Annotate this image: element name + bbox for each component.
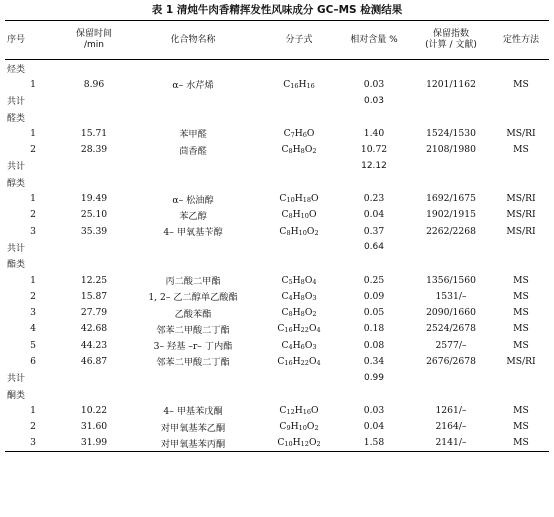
- formula-subscript: 10: [298, 424, 307, 433]
- table-caption: 表 1 清炖牛肉香精挥发性风味成分 GC–MS 检测结果: [151, 4, 403, 16]
- cell-method: MS: [513, 421, 529, 433]
- table-row: [5, 207, 549, 223]
- cell-index: 1: [30, 274, 36, 286]
- formula-subscript: 16: [302, 407, 312, 416]
- table-header: [5, 21, 549, 60]
- formula-element: O: [311, 193, 319, 205]
- formula-subscript: 9: [286, 424, 291, 433]
- formula-element: C: [277, 323, 285, 335]
- formula-subscript: 2: [312, 310, 317, 319]
- formula-subscript: 16: [284, 358, 293, 367]
- cell-method: MS/RI: [506, 209, 536, 221]
- cell-relative-content: 10.72: [360, 144, 388, 156]
- formula-subscript: 8: [300, 147, 305, 156]
- cell-compound-name: 苯甲醛: [179, 129, 207, 141]
- group-label: 醇类: [7, 178, 26, 189]
- cell-method: MS: [513, 78, 529, 90]
- formula-element: H: [292, 339, 301, 351]
- group-label: 醛类: [7, 113, 26, 124]
- formula-element: C: [281, 290, 289, 302]
- cell-method: MS: [513, 404, 529, 416]
- header-index: 序号: [5, 21, 61, 60]
- formula-element: O: [306, 225, 315, 237]
- cell-retention-time: 28.39: [80, 144, 108, 156]
- cell-formula: [259, 288, 339, 304]
- cell-retention-index: 1261/–: [435, 404, 467, 416]
- cell-compound-name: 4– 甲基苯戊酮: [163, 406, 223, 418]
- cell-retention-index: 2108/1980: [426, 144, 476, 156]
- formula-subscript: 3: [312, 293, 317, 302]
- header-method: 定性方法: [493, 21, 549, 60]
- cell-retention-time: 31.60: [80, 421, 108, 433]
- formula-element: H: [294, 193, 303, 205]
- formula-element: H: [292, 144, 301, 156]
- formula-element: O: [304, 274, 313, 286]
- formula-element: C: [279, 404, 287, 416]
- table-row: [5, 402, 549, 418]
- cell-retention-time: 44.23: [80, 339, 108, 351]
- formula-subscript: 2: [316, 440, 321, 449]
- cell-compound-name: 苯乙醇: [179, 210, 207, 222]
- formula-element: H: [294, 127, 303, 139]
- header-relative-content: 相对含量 %: [339, 21, 409, 60]
- formula-subscript: 10: [300, 212, 309, 221]
- cell-formula: [259, 402, 339, 418]
- cell-relative-content: 0.04: [363, 209, 385, 221]
- cell-retention-index: 2141/–: [409, 435, 493, 452]
- group-total-row: [5, 93, 549, 109]
- cell-formula: [259, 435, 339, 452]
- cell-index: 1: [30, 404, 36, 416]
- cell-method: MS/RI: [506, 355, 536, 367]
- cell-relative-content: 0.09: [363, 290, 385, 302]
- formula-element: C: [281, 274, 289, 286]
- cell-method: MS/RI: [506, 225, 536, 237]
- formula-subscript: 8: [300, 293, 305, 302]
- group-header-row: [5, 256, 549, 272]
- formula-element: O: [311, 404, 319, 416]
- cell-compound-name: 乙酸苯酯: [174, 308, 212, 320]
- formula-element: O: [306, 421, 315, 433]
- total-label: 共计: [7, 162, 26, 173]
- cell-formula: [259, 125, 339, 141]
- cell-retention-index: 1356/1560: [426, 274, 476, 286]
- cell-relative-content: 0.37: [363, 225, 385, 237]
- table-row: [5, 353, 549, 369]
- formula-element: C: [281, 339, 289, 351]
- formula-element: H: [292, 290, 301, 302]
- cell-method: MS: [493, 435, 549, 452]
- group-label: 烃类: [7, 64, 26, 75]
- header-rt-line2: /min: [83, 40, 104, 50]
- header-retention-time: [61, 21, 127, 60]
- formula-subscript: 10: [286, 196, 295, 205]
- formula-element: C: [279, 421, 287, 433]
- group-total-row: [5, 239, 549, 255]
- formula-element: C: [283, 127, 291, 139]
- formula-element: C: [277, 355, 285, 367]
- cell-compound-name: 邻苯二甲酸二丁酯: [156, 357, 230, 369]
- cell-retention-index: 2524/2678: [426, 323, 476, 335]
- cell-index: 3: [30, 307, 36, 319]
- cell-method: MS/RI: [506, 193, 536, 205]
- cell-relative-content: 0.05: [363, 307, 385, 319]
- cell-method: MS/RI: [506, 127, 536, 139]
- cell-relative-content: 0.04: [363, 421, 385, 433]
- cell-retention-time: 12.25: [80, 274, 108, 286]
- total-label: 共计: [7, 243, 26, 254]
- formula-subscript: 16: [290, 81, 299, 90]
- total-label: 共计: [7, 97, 26, 108]
- formula-element: H: [292, 307, 301, 319]
- cell-compound-name: 茴香醛: [179, 145, 207, 157]
- cell-formula: [259, 321, 339, 337]
- cell-retention-time: 25.10: [80, 209, 108, 221]
- cell-relative-content: 1.58: [339, 435, 409, 452]
- formula-subscript: 8: [300, 310, 305, 319]
- table-row: [5, 288, 549, 304]
- cell-index: 4: [30, 323, 36, 335]
- formula-element: H: [292, 274, 301, 286]
- group-label: 酮类: [7, 390, 26, 401]
- cell-formula: [259, 190, 339, 206]
- formula-subscript: 5: [288, 277, 293, 286]
- header-ri-line2: (计算 / 文献): [425, 40, 477, 50]
- cell-retention-index: 2676/2678: [426, 355, 476, 367]
- formula-subscript: 8: [300, 277, 305, 286]
- cell-index: 2: [30, 290, 36, 302]
- formula-element: H: [290, 225, 299, 237]
- cell-compound-name: α– 水芹烯: [172, 80, 214, 92]
- cell-formula: [259, 76, 339, 92]
- formula-element: H: [292, 209, 301, 221]
- group-header-row: [5, 109, 549, 125]
- formula-subscript: 22: [300, 358, 309, 367]
- cell-method: MS: [513, 339, 529, 351]
- cell-index: 5: [30, 339, 36, 351]
- cell-relative-content: 0.03: [363, 78, 385, 90]
- cell-relative-content: 0.23: [363, 193, 385, 205]
- formula-subscript: 10: [298, 228, 307, 237]
- cell-index: 2: [30, 209, 36, 221]
- cell-method: MS: [513, 323, 529, 335]
- cell-retention-time: 27.79: [80, 307, 108, 319]
- cell-compound-name: 3– 羟基 –r– 丁内酯: [153, 341, 233, 353]
- formula-element: O: [308, 323, 317, 335]
- formula-element: C: [277, 437, 285, 449]
- formula-element: C: [279, 225, 287, 237]
- cell-retention-index: 1201/1162: [426, 78, 476, 90]
- formula-element: O: [304, 290, 313, 302]
- cell-index: 6: [30, 355, 36, 367]
- cell-relative-content: 0.34: [363, 355, 385, 367]
- cell-retention-time: 19.49: [80, 193, 108, 205]
- cell-retention-index: 1692/1675: [426, 193, 476, 205]
- formula-subscript: 22: [300, 326, 309, 335]
- cell-formula: [259, 272, 339, 288]
- cell-compound-name: 丙二酸二甲酯: [165, 276, 221, 287]
- formula-subscript: 8: [286, 228, 291, 237]
- cell-method: MS: [513, 274, 529, 286]
- cell-method: MS: [513, 290, 529, 302]
- cell-retention-index: 1902/1915: [426, 209, 476, 221]
- cell-index: 1: [30, 78, 36, 90]
- table-row: [5, 337, 549, 353]
- cell-index: 2: [30, 421, 36, 433]
- table-row: [5, 76, 549, 92]
- cell-formula: [259, 304, 339, 320]
- table-row: [5, 419, 549, 435]
- header-formula: 分子式: [259, 21, 339, 60]
- cell-index: 1: [30, 193, 36, 205]
- total-label: 共计: [7, 374, 26, 385]
- cell-retention-index: 2577/–: [435, 339, 467, 351]
- formula-element: C: [283, 78, 291, 90]
- formula-element: O: [308, 437, 317, 449]
- formula-subscript: 2: [314, 228, 319, 237]
- table-row: [5, 321, 549, 337]
- total-value: 12.12: [361, 160, 387, 171]
- formula-subscript: 3: [312, 342, 317, 351]
- formula-subscript: 4: [312, 277, 317, 286]
- table-row: [5, 223, 549, 239]
- formula-element: O: [304, 339, 313, 351]
- cell-formula: [259, 337, 339, 353]
- formula-element: C: [281, 307, 289, 319]
- formula-element: H: [292, 323, 301, 335]
- cell-compound-name: 1, 2– 乙二醇单乙酸酯: [148, 292, 238, 304]
- total-value: 0.64: [363, 242, 385, 253]
- formula-subscript: 4: [288, 342, 293, 351]
- header-compound-name: 化合物名称: [127, 21, 259, 60]
- formula-subscript: 2: [312, 147, 317, 156]
- formula-element: H: [298, 78, 307, 90]
- group-header-row: [5, 60, 549, 77]
- cell-relative-content: 1.40: [363, 127, 385, 139]
- cell-relative-content: 0.03: [363, 404, 385, 416]
- cell-retention-time: 10.22: [80, 404, 108, 416]
- results-table: [5, 20, 549, 452]
- formula-subscript: 4: [316, 358, 321, 367]
- formula-subscript: 4: [288, 293, 293, 302]
- cell-index: 1: [30, 127, 36, 139]
- formula-element: C: [281, 144, 289, 156]
- cell-relative-content: 0.18: [363, 323, 385, 335]
- cell-formula: [259, 207, 339, 223]
- cell-compound-name: 邻苯二甲酸二丁酯: [156, 324, 230, 336]
- formula-subscript: 2: [314, 424, 319, 433]
- total-value: 0.03: [363, 95, 385, 106]
- formula-element: H: [292, 437, 301, 449]
- formula-subscript: 6: [302, 130, 307, 139]
- formula-element: O: [304, 144, 313, 156]
- cell-index: 3: [5, 435, 61, 452]
- formula-element: C: [279, 193, 287, 205]
- formula-element: O: [304, 307, 313, 319]
- table-row: [5, 141, 549, 157]
- cell-retention-index: 1524/1530: [426, 127, 476, 139]
- table-row: [5, 304, 549, 320]
- total-value: 0.99: [363, 372, 385, 383]
- cell-compound-name: 4– 甲氧基苄醇: [163, 227, 223, 239]
- cell-formula: [259, 353, 339, 369]
- group-total-row: [5, 370, 549, 386]
- formula-element: O: [308, 355, 317, 367]
- cell-retention-time: 31.99: [61, 435, 127, 452]
- formula-subscript: 12: [286, 407, 295, 416]
- table-row: [5, 435, 549, 452]
- table-row: [5, 272, 549, 288]
- cell-method: MS: [513, 307, 529, 319]
- formula-element: H: [294, 404, 303, 416]
- table-row: [5, 190, 549, 206]
- cell-retention-time: 8.96: [83, 78, 105, 90]
- header-ri-line1: 保留指数: [432, 29, 469, 39]
- formula-element: H: [290, 421, 299, 433]
- formula-subscript: 16: [284, 326, 293, 335]
- cell-formula: [259, 223, 339, 239]
- cell-index: 3: [30, 225, 36, 237]
- cell-index: 2: [30, 144, 36, 156]
- cell-retention-index: 2164/–: [435, 421, 467, 433]
- formula-subscript: 8: [288, 147, 293, 156]
- header-retention-index: [409, 21, 493, 60]
- cell-retention-time: 46.87: [80, 355, 108, 367]
- formula-subscript: 8: [288, 310, 293, 319]
- formula-subscript: 18: [302, 196, 312, 205]
- formula-element: O: [308, 209, 317, 221]
- cell-retention-index: 1531/–: [435, 290, 467, 302]
- group-total-row: [5, 158, 549, 174]
- formula-subscript: 7: [290, 130, 295, 139]
- cell-retention-time: 15.87: [80, 290, 108, 302]
- formula-subscript: 16: [306, 81, 315, 90]
- formula-element: H: [292, 355, 301, 367]
- formula-subscript: 8: [288, 212, 293, 221]
- cell-compound-name: 对甲氧基苯丙酮: [127, 435, 259, 452]
- cell-retention-time: 15.71: [80, 127, 108, 139]
- cell-relative-content: 0.25: [363, 274, 385, 286]
- cell-compound-name: α– 松油醇: [172, 194, 214, 206]
- formula-subscript: 6: [300, 342, 305, 351]
- cell-compound-name: 对甲氧基苯乙酮: [160, 422, 226, 434]
- cell-formula: [259, 419, 339, 435]
- cell-relative-content: 0.08: [363, 339, 385, 351]
- header-rt-line1: 保留时间: [75, 29, 112, 39]
- formula-subscript: 4: [316, 326, 321, 335]
- cell-retention-index: 2262/2268: [426, 225, 476, 237]
- table-body: [5, 60, 549, 452]
- group-header-row: [5, 174, 549, 190]
- cell-retention-time: 35.39: [80, 225, 108, 237]
- group-label: 酯类: [7, 260, 26, 271]
- table-row: [5, 125, 549, 141]
- formula-element: O: [306, 127, 315, 139]
- cell-formula: [259, 141, 339, 157]
- formula-subscript: 10: [284, 440, 293, 449]
- cell-retention-index: 2090/1660: [426, 307, 476, 319]
- group-header-row: [5, 386, 549, 402]
- cell-method: MS: [513, 144, 529, 156]
- formula-element: C: [281, 209, 289, 221]
- formula-subscript: 12: [300, 440, 309, 449]
- cell-retention-time: 42.68: [80, 323, 108, 335]
